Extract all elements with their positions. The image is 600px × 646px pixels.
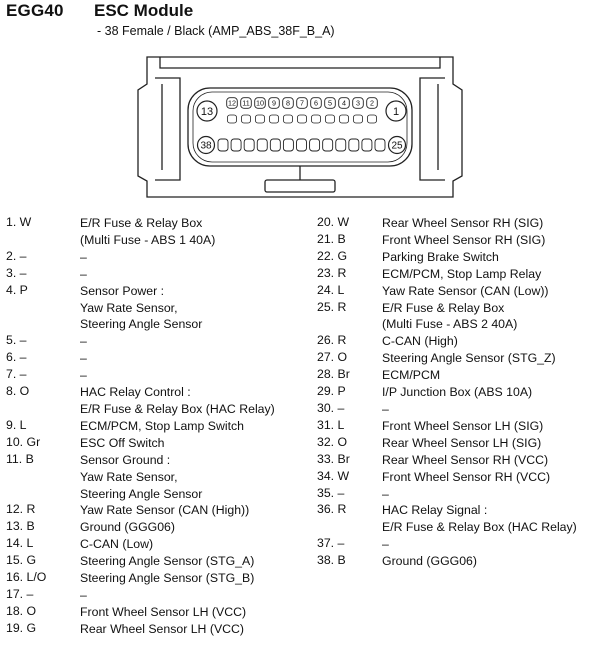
pin-description: HAC Relay Signal : E/R Fuse & Relay Box (HAC Relay) <box>382 503 577 535</box>
pin-description: – <box>80 266 87 281</box>
pin-row <box>317 435 600 452</box>
connector-pin-label: 2 <box>370 98 374 108</box>
connector-pin-label: 25 <box>391 140 403 152</box>
pin-row <box>6 604 296 621</box>
connector-pin-5 <box>325 98 336 109</box>
connector-cavity-slot <box>311 115 320 123</box>
connector-cavity-slot <box>269 115 278 123</box>
pin-description: Steering Angle Sensor (STG_Z) <box>382 351 556 366</box>
pin-description: Steering Angle Sensor (STG_A) <box>80 554 255 569</box>
pin-number: 29. P <box>317 384 346 399</box>
connector-cavity-slot <box>283 139 293 151</box>
connector-cavity-slot <box>241 115 250 123</box>
connector-pin-label: 38 <box>200 140 212 152</box>
pin-row <box>317 367 600 384</box>
connector-lock-bar <box>265 180 335 192</box>
connector-cavity-slot <box>297 139 307 151</box>
pin-description: Rear Wheel Sensor LH (SIG) <box>382 435 542 450</box>
pin-number: 26. R <box>317 333 347 348</box>
connector-pin-label: 8 <box>286 98 290 108</box>
pin-row <box>6 536 296 553</box>
pin-description: HAC Relay Control : E/R Fuse & Relay Box (HAC Relay) <box>80 385 275 416</box>
pin-number: 23. R <box>317 265 347 280</box>
pin-row <box>6 418 296 435</box>
connector-pin-label: 5 <box>328 98 332 108</box>
pin-number: 25. R <box>317 299 347 314</box>
pin-number: 8. O <box>6 384 30 399</box>
pin-description: – <box>80 351 87 366</box>
pin-description: – <box>80 249 87 264</box>
connector-pin-8 <box>283 98 294 109</box>
pin-number: 30. – <box>317 400 345 415</box>
connector-cavity-slot <box>231 139 241 151</box>
pin-description: Front Wheel Sensor RH (VCC) <box>382 469 551 484</box>
pin-number: 20. W <box>317 215 350 229</box>
connector-pin-7 <box>297 98 308 109</box>
connector-pin-12 <box>227 98 238 109</box>
pin-description: – <box>80 368 87 383</box>
pin-number: 1. W <box>6 215 32 229</box>
pin-row <box>6 283 296 334</box>
pin-row <box>6 384 296 418</box>
pin-row <box>317 215 600 232</box>
connector-cavity-slot <box>283 115 292 123</box>
connector-cavity-slot <box>349 139 359 151</box>
pin-row <box>6 215 296 249</box>
pin-list-left <box>6 215 296 638</box>
pin-description: Steering Angle Sensor (STG_B) <box>80 571 255 586</box>
pin-row <box>6 350 296 367</box>
connector-cavity-slot <box>339 115 348 123</box>
pin-number: 6. – <box>6 350 27 365</box>
pin-number: 24. L <box>317 282 345 297</box>
connector-pin-10 <box>255 98 266 109</box>
pin-row <box>317 486 600 503</box>
pin-description: – <box>382 401 389 416</box>
pin-description: Sensor Power : Yaw Rate Sensor, Steering Angle Sensor <box>80 283 203 332</box>
connector-pin-9 <box>269 98 280 109</box>
pin-row <box>6 587 296 604</box>
pin-number: 33. Br <box>317 451 350 466</box>
pin-row <box>6 435 296 452</box>
pin-description: ESC Off Switch <box>80 435 165 450</box>
pin-description: Yaw Rate Sensor (CAN (Low)) <box>382 283 549 298</box>
connector-cavity-slot <box>244 139 254 151</box>
connector-pin-label: 4 <box>342 98 346 108</box>
pin-row <box>317 469 600 486</box>
connector-pin-label: 11 <box>242 98 250 108</box>
pin-number: 28. Br <box>317 367 350 382</box>
connector-pin-2 <box>367 98 378 109</box>
connector-cavity-slot <box>310 139 320 151</box>
connector-pin-label: 7 <box>300 98 304 108</box>
pin-row <box>317 536 600 553</box>
pin-description: Parking Brake Switch <box>382 249 499 264</box>
pin-row <box>317 553 600 570</box>
pin-description: C-CAN (High) <box>382 334 458 349</box>
pin-row <box>6 266 296 283</box>
pin-number: 4. P <box>6 282 28 297</box>
connector-code: EGG40 <box>6 1 64 20</box>
pin-description: Ground (GGG06) <box>80 520 175 535</box>
connector-cavity-slot <box>323 139 333 151</box>
connector-pin-4 <box>339 98 350 109</box>
connector-top-rib <box>160 57 440 68</box>
pin-description: Yaw Rate Sensor (CAN (High)) <box>80 503 250 518</box>
pin-description: – <box>80 587 87 602</box>
connector-pin-6 <box>311 98 322 109</box>
pin-row <box>317 502 600 536</box>
pin-number: 2. – <box>6 248 27 263</box>
pin-number: 38. B <box>317 553 346 568</box>
pin-description: – <box>382 537 389 552</box>
connector-diagram <box>0 0 600 215</box>
connector-cavity-slot <box>353 115 362 123</box>
pin-number: 36. R <box>317 502 347 517</box>
pin-row <box>6 452 296 503</box>
pin-row <box>317 333 600 350</box>
pin-description: – <box>382 486 389 501</box>
pin-row <box>317 300 600 334</box>
pin-row <box>317 401 600 418</box>
pin-row <box>317 232 600 249</box>
connector-cavity-slot <box>257 139 267 151</box>
pin-description: Front Wheel Sensor RH (SIG) <box>382 232 546 247</box>
pin-number: 3. – <box>6 265 27 280</box>
pin-description: E/R Fuse & Relay Box (Multi Fuse - ABS 1 40A) <box>80 216 216 247</box>
pin-description: Front Wheel Sensor LH (SIG) <box>382 418 544 433</box>
pin-layer <box>197 98 406 154</box>
connector-pin-1 <box>386 101 406 121</box>
pin-list-right <box>317 215 600 570</box>
connector-cavity-slot <box>367 115 376 123</box>
pin-row <box>6 249 296 266</box>
pin-description: ECM/PCM, Stop Lamp Switch <box>80 418 245 433</box>
connector-cavity-slot <box>218 139 228 151</box>
pin-number: 13. B <box>6 519 35 534</box>
pin-description: C-CAN (Low) <box>80 537 154 552</box>
pin-description: E/R Fuse & Relay Box (Multi Fuse - ABS 2 40A) <box>382 300 518 332</box>
pin-row <box>317 452 600 469</box>
connector-cavity-slot <box>255 115 264 123</box>
pin-row <box>317 266 600 283</box>
pin-number: 34. W <box>317 468 350 483</box>
pin-description: – <box>80 334 87 349</box>
pin-row <box>6 553 296 570</box>
pin-row <box>6 621 296 638</box>
pin-row <box>6 519 296 536</box>
pin-number: 14. L <box>6 536 34 551</box>
connector-pin-label: 13 <box>200 105 214 118</box>
pin-row <box>6 570 296 587</box>
pin-row <box>6 333 296 350</box>
pin-description: Rear Wheel Sensor RH (VCC) <box>382 452 549 467</box>
pin-number: 35. – <box>317 485 345 500</box>
pin-number: 27. O <box>317 350 348 365</box>
pin-number: 16. L/O <box>6 570 47 585</box>
connector-cavity-slot <box>325 115 334 123</box>
connector-pin-label: 3 <box>356 98 360 108</box>
connector-pin-38 <box>198 137 215 154</box>
connector-cavity-slot <box>270 139 280 151</box>
page-title: ESC Module <box>94 1 194 20</box>
connector-pin-3 <box>353 98 364 109</box>
connector-pin-11 <box>241 98 252 109</box>
pin-number: 11. B <box>6 451 34 466</box>
connector-cavity-slot <box>297 115 306 123</box>
connector-subtitle: - 38 Female / Black (AMP_ABS_38F_B_A) <box>97 24 335 38</box>
pin-description: ECM/PCM <box>382 368 441 383</box>
pin-number: 22. G <box>317 248 348 263</box>
pin-description: ECM/PCM, Stop Lamp Relay <box>382 266 542 281</box>
pin-row <box>6 367 296 384</box>
pin-row <box>317 249 600 266</box>
pin-row <box>317 418 600 435</box>
pin-row <box>317 384 600 401</box>
pin-description: Ground (GGG06) <box>382 554 477 569</box>
pin-row <box>317 350 600 367</box>
connector-pin-label: 10 <box>256 98 264 108</box>
pin-description: Rear Wheel Sensor LH (VCC) <box>80 621 245 636</box>
pin-row <box>317 283 600 300</box>
connector-pin-label: 6 <box>314 98 318 108</box>
pin-row <box>6 502 296 519</box>
right-latch <box>420 78 445 180</box>
connector-cavity-slot <box>336 139 346 151</box>
connector-cavity-slot <box>362 139 372 151</box>
connector-pin-25 <box>389 137 406 154</box>
pin-number: 37. – <box>317 536 345 551</box>
connector-pin-label: 9 <box>272 98 276 108</box>
pin-number: 12. R <box>6 502 36 517</box>
pin-number: 31. L <box>317 417 345 432</box>
pin-number: 15. G <box>6 553 37 568</box>
connector-cavity-slot <box>227 115 236 123</box>
pin-number: 21. B <box>317 231 346 246</box>
pin-description: Rear Wheel Sensor RH (SIG) <box>382 216 544 230</box>
connector-pin-label: 1 <box>392 105 400 118</box>
pin-number: 5. – <box>6 333 27 348</box>
pin-description: Sensor Ground : Yaw Rate Sensor, Steering Angle Sensor <box>80 452 203 501</box>
pin-number: 18. O <box>6 603 37 618</box>
connector-pin-13 <box>197 101 217 121</box>
pin-number: 10. Gr <box>6 434 41 449</box>
pin-number: 32. O <box>317 434 348 449</box>
pin-number: 7. – <box>6 367 27 382</box>
connector-cavity-slot <box>375 139 385 151</box>
left-latch <box>155 78 180 180</box>
pin-number: 9. L <box>6 417 27 432</box>
pin-number: 17. – <box>6 586 34 601</box>
pin-description: I/P Junction Box (ABS 10A) <box>382 385 533 400</box>
pin-number: 19. G <box>6 620 37 635</box>
connector-pin-label: 12 <box>228 98 236 108</box>
pin-description: Front Wheel Sensor LH (VCC) <box>80 604 247 619</box>
